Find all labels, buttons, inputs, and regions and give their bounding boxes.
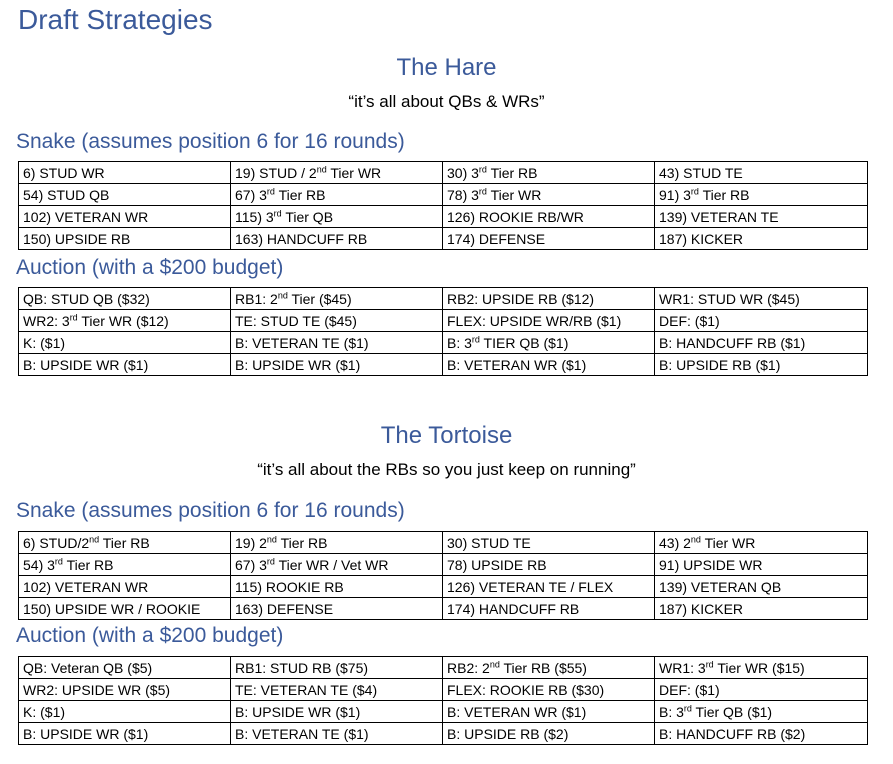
table-cell: B: VETERAN TE ($1) xyxy=(231,332,443,354)
table-cell: 91) UPSIDE WR xyxy=(655,554,868,576)
table-row xyxy=(19,184,868,206)
table-cell: 6) STUD/2nd Tier RB xyxy=(19,532,231,554)
table-cell: 150) UPSIDE RB xyxy=(19,228,231,250)
table-cell: 126) VETERAN TE / FLEX xyxy=(443,576,655,598)
table-cell: 187) KICKER xyxy=(655,598,868,620)
table-cell: RB1: 2nd Tier ($45) xyxy=(231,288,443,310)
table-cell: B: UPSIDE RB ($1) xyxy=(655,354,868,376)
table-cell: TE: STUD TE ($45) xyxy=(231,310,443,332)
table-cell: 67) 3rd Tier WR / Vet WR xyxy=(231,554,443,576)
table-row xyxy=(19,288,868,310)
hare-snake-heading: Snake (assumes position 6 for 16 rounds) xyxy=(16,130,405,153)
table-row xyxy=(19,310,868,332)
table-cell: WR2: 3rd Tier WR ($12) xyxy=(19,310,231,332)
table-cell: B: UPSIDE RB ($2) xyxy=(443,723,655,745)
table-row xyxy=(19,598,868,620)
tortoise-quote: “it’s all about the RBs so you just keep on running” xyxy=(257,460,636,479)
table-row xyxy=(19,679,868,701)
table-cell: 163) DEFENSE xyxy=(231,598,443,620)
table-cell: 54) STUD QB xyxy=(19,184,231,206)
table-cell: 102) VETERAN WR xyxy=(19,576,231,598)
table-cell: 187) KICKER xyxy=(655,228,868,250)
table-cell: 174) HANDCUFF RB xyxy=(443,598,655,620)
table-cell: 30) STUD TE xyxy=(443,532,655,554)
table-row xyxy=(19,206,868,228)
table-cell: B: 3rd Tier QB ($1) xyxy=(655,701,868,723)
table-cell: K: ($1) xyxy=(19,332,231,354)
table-cell: WR2: UPSIDE WR ($5) xyxy=(19,679,231,701)
table-row xyxy=(19,162,868,184)
table-row xyxy=(19,532,868,554)
table-cell: B: UPSIDE WR ($1) xyxy=(19,723,231,745)
tortoise-snake-heading: Snake (assumes position 6 for 16 rounds) xyxy=(16,499,405,522)
table-cell: FLEX: UPSIDE WR/RB ($1) xyxy=(443,310,655,332)
table-cell: 43) STUD TE xyxy=(655,162,868,184)
table-cell: B: 3rd TIER QB ($1) xyxy=(443,332,655,354)
table-cell: 19) STUD / 2nd Tier WR xyxy=(231,162,443,184)
table-cell: 91) 3rd Tier RB xyxy=(655,184,868,206)
hare-auction-heading: Auction (with a $200 budget) xyxy=(16,256,284,279)
table-cell: WR1: STUD WR ($45) xyxy=(655,288,868,310)
table-row xyxy=(19,701,868,723)
table-cell: 139) VETERAN QB xyxy=(655,576,868,598)
table-cell: TE: VETERAN TE ($4) xyxy=(231,679,443,701)
tortoise-title: The Tortoise xyxy=(380,422,513,449)
table-cell: 115) ROOKIE RB xyxy=(231,576,443,598)
table-cell: 150) UPSIDE WR / ROOKIE xyxy=(19,598,231,620)
table-cell: RB2: 2nd Tier RB ($55) xyxy=(443,657,655,679)
table-cell: 126) ROOKIE RB/WR xyxy=(443,206,655,228)
hare-auction-table xyxy=(18,287,868,376)
table-cell: 174) DEFENSE xyxy=(443,228,655,250)
table-cell: 115) 3rd Tier QB xyxy=(231,206,443,228)
table-cell: 30) 3rd Tier RB xyxy=(443,162,655,184)
hare-snake-table xyxy=(18,161,868,250)
table-row xyxy=(19,723,868,745)
page-title: Draft Strategies xyxy=(18,4,213,35)
tortoise-snake-table xyxy=(18,531,868,620)
table-cell: B: VETERAN TE ($1) xyxy=(231,723,443,745)
table-row xyxy=(19,554,868,576)
table-cell: DEF: ($1) xyxy=(655,310,868,332)
table-cell: B: VETERAN WR ($1) xyxy=(443,701,655,723)
table-cell: QB: Veteran QB ($5) xyxy=(19,657,231,679)
table-cell: B: UPSIDE WR ($1) xyxy=(231,354,443,376)
table-cell: B: UPSIDE WR ($1) xyxy=(231,701,443,723)
table-row xyxy=(19,354,868,376)
table-cell: 78) 3rd Tier WR xyxy=(443,184,655,206)
table-row xyxy=(19,332,868,354)
table-cell: WR1: 3rd Tier WR ($15) xyxy=(655,657,868,679)
table-cell: B: HANDCUFF RB ($1) xyxy=(655,332,868,354)
table-cell: 6) STUD WR xyxy=(19,162,231,184)
table-row xyxy=(19,657,868,679)
table-cell: 19) 2nd Tier RB xyxy=(231,532,443,554)
table-cell: RB1: STUD RB ($75) xyxy=(231,657,443,679)
hare-title: The Hare xyxy=(396,54,497,81)
hare-quote: “it’s all about QBs & WRs” xyxy=(348,92,545,111)
table-cell: 102) VETERAN WR xyxy=(19,206,231,228)
table-row xyxy=(19,228,868,250)
table-cell: DEF: ($1) xyxy=(655,679,868,701)
tortoise-auction-heading: Auction (with a $200 budget) xyxy=(16,624,284,647)
table-cell: 67) 3rd Tier RB xyxy=(231,184,443,206)
tortoise-auction-table xyxy=(18,656,868,745)
table-cell: 78) UPSIDE RB xyxy=(443,554,655,576)
table-cell: B: UPSIDE WR ($1) xyxy=(19,354,231,376)
table-row xyxy=(19,576,868,598)
table-cell: 54) 3rd Tier RB xyxy=(19,554,231,576)
table-cell: 139) VETERAN TE xyxy=(655,206,868,228)
table-cell: 163) HANDCUFF RB xyxy=(231,228,443,250)
table-cell: B: HANDCUFF RB ($2) xyxy=(655,723,868,745)
table-cell: 43) 2nd Tier WR xyxy=(655,532,868,554)
table-cell: FLEX: ROOKIE RB ($30) xyxy=(443,679,655,701)
table-cell: B: VETERAN WR ($1) xyxy=(443,354,655,376)
table-cell: K: ($1) xyxy=(19,701,231,723)
table-cell: QB: STUD QB ($32) xyxy=(19,288,231,310)
table-cell: RB2: UPSIDE RB ($12) xyxy=(443,288,655,310)
